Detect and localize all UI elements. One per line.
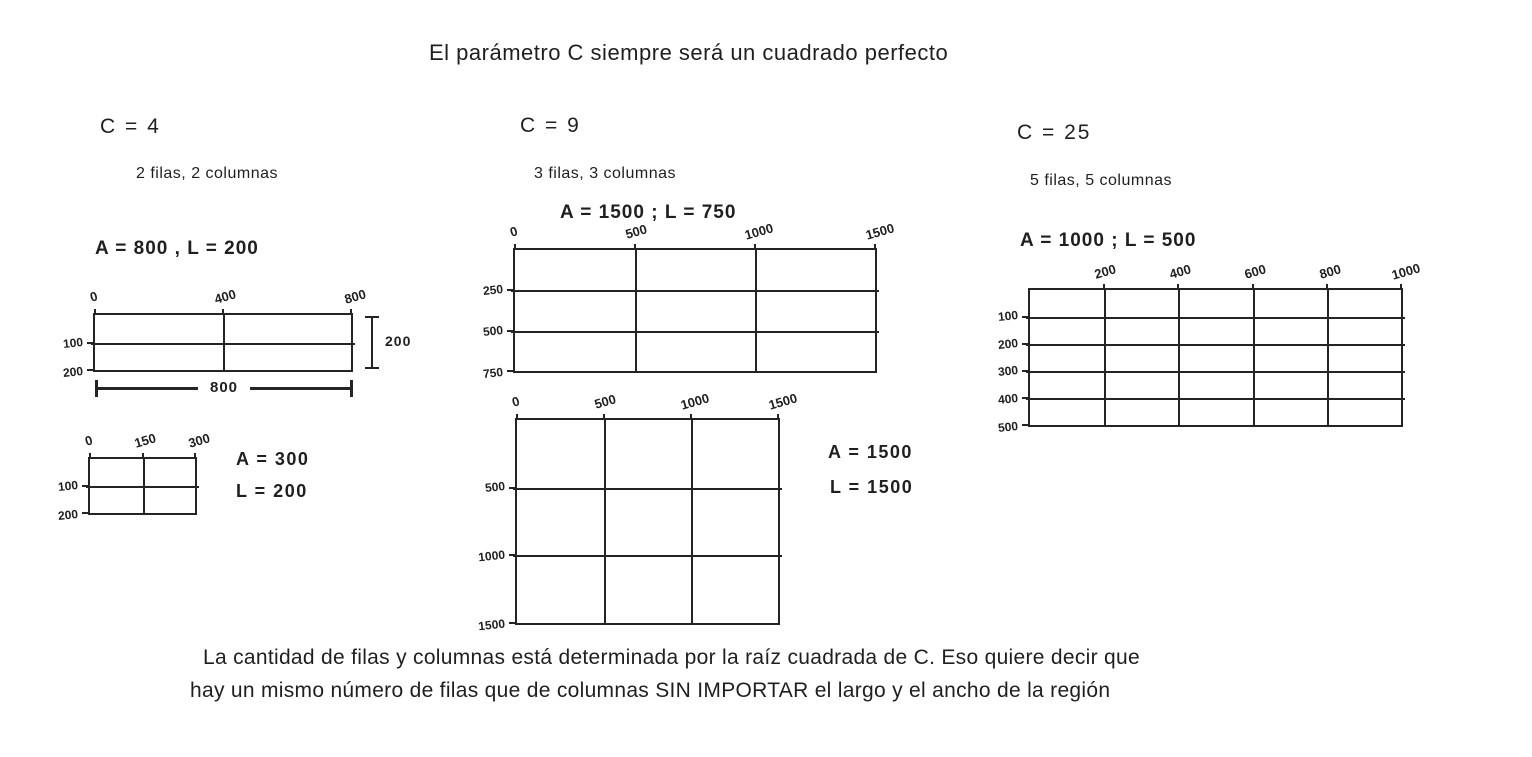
axis-tick-left — [1022, 397, 1030, 399]
grid-c4-small-annotation-a: A = 300 — [236, 449, 310, 469]
axis-label-left: 100 — [62, 334, 84, 351]
axis-label-left: 500 — [482, 323, 504, 340]
section-c4-params: A = 800 , L = 200 — [95, 238, 259, 259]
axis-label-top: 1000 — [678, 390, 711, 413]
axis-label-top: 500 — [623, 221, 649, 242]
grid-row-line — [513, 555, 782, 557]
axis-label-top: 200 — [1092, 261, 1118, 282]
axis-label-left: 100 — [57, 477, 79, 495]
axis-label-left: 500 — [484, 478, 506, 495]
axis-tick-left — [507, 370, 515, 372]
axis-tick-left — [1022, 316, 1030, 318]
axis-tick-left — [87, 369, 95, 371]
axis-label-left: 100 — [997, 307, 1019, 324]
axis-label-left: 200 — [62, 363, 84, 381]
footer-line-2: hay un mismo número de filas que de columnas SIN IMPORTAR el largo y el ancho de la región — [190, 679, 1111, 702]
grid-column-line — [755, 248, 757, 373]
axis-label-top: 600 — [1242, 261, 1268, 282]
axis-tick-top — [1177, 284, 1179, 290]
axis-label-top: 1500 — [863, 220, 896, 243]
axis-label-top: 500 — [592, 391, 618, 412]
grid-c9-square-annotation-a: A = 1500 — [828, 442, 913, 462]
axis-label-top: 800 — [342, 286, 368, 307]
grid-column-line — [691, 418, 693, 625]
axis-tick-top — [194, 453, 196, 459]
axis-tick-left — [509, 622, 517, 624]
axis-tick-left — [507, 330, 515, 332]
grid-column-line — [143, 457, 145, 515]
grid-column-line — [1178, 288, 1180, 427]
grid-box — [515, 418, 780, 625]
axis-tick-left — [509, 487, 517, 489]
section-c4-label: C = 4 — [100, 115, 161, 138]
section-c9-params: A = 1500 ; L = 750 — [560, 202, 737, 223]
section-c25-label: C = 25 — [1017, 121, 1092, 144]
grid-row-line — [513, 488, 782, 490]
axis-tick-top — [1400, 284, 1402, 290]
width-dimension-bracket — [95, 379, 353, 396]
grid-column-line — [635, 248, 637, 373]
grid-row-line — [1026, 371, 1405, 373]
axis-tick-left — [1022, 370, 1030, 372]
axis-label-left: 400 — [997, 391, 1019, 408]
grid-box — [1028, 288, 1403, 427]
axis-label-top: 400 — [1167, 261, 1193, 282]
grid-c9-square — [477, 390, 799, 634]
grid-column-line — [1253, 288, 1255, 427]
axis-label-left: 500 — [997, 418, 1019, 436]
axis-tick-top — [634, 244, 636, 250]
axis-tick-left — [1022, 343, 1030, 345]
grid-row-line — [511, 331, 879, 333]
axis-label-top: 0 — [83, 432, 95, 449]
axis-tick-top — [1103, 284, 1105, 290]
grid-row-line — [511, 290, 879, 292]
axis-label-left: 200 — [997, 335, 1019, 352]
grid-column-line — [604, 418, 606, 625]
grid-c9-wide — [482, 220, 896, 382]
axis-tick-left — [1022, 424, 1030, 426]
axis-label-left: 250 — [482, 281, 504, 298]
axis-label-left: 300 — [997, 363, 1019, 380]
section-c9-dims: 3 filas, 3 columnas — [534, 165, 677, 182]
grid-c25 — [997, 260, 1422, 436]
axis-label-left: 750 — [482, 364, 504, 382]
axis-tick-top — [516, 414, 518, 420]
axis-tick-top — [690, 414, 692, 420]
page-title: El parámetro C siempre será un cuadrado perfecto — [429, 40, 949, 65]
axis-tick-top — [874, 244, 876, 250]
axis-tick-left — [82, 512, 90, 514]
axis-tick-top — [350, 309, 352, 315]
section-c4-dims: 2 filas, 2 columnas — [136, 165, 279, 182]
section-c25-params: A = 1000 ; L = 500 — [1020, 230, 1197, 251]
axis-label-top: 1500 — [766, 390, 799, 413]
grid-c4-small — [57, 430, 212, 524]
axis-label-left: 1500 — [477, 616, 506, 634]
grid-c4-main — [62, 286, 368, 381]
axis-tick-top — [89, 453, 91, 459]
axis-label-top: 400 — [212, 286, 238, 307]
axis-label-left: 1000 — [477, 547, 506, 565]
width-dimension-label: 800 — [198, 379, 250, 396]
grid-row-line — [1026, 317, 1405, 319]
axis-tick-top — [222, 309, 224, 315]
axis-label-top: 0 — [88, 288, 100, 305]
grid-row-line — [1026, 344, 1405, 346]
axis-label-left: 200 — [57, 506, 79, 524]
axis-tick-top — [514, 244, 516, 250]
axis-tick-top — [754, 244, 756, 250]
grid-box — [513, 248, 877, 373]
axis-label-top: 300 — [186, 430, 212, 451]
axis-tick-left — [509, 554, 517, 556]
axis-tick-top — [603, 414, 605, 420]
axis-tick-left — [507, 289, 515, 291]
section-c25-dims: 5 filas, 5 columnas — [1030, 172, 1173, 189]
grid-box — [88, 457, 197, 515]
axis-label-top: 1000 — [742, 220, 775, 243]
axis-tick-top — [142, 453, 144, 459]
grid-column-line — [1104, 288, 1106, 427]
axis-label-top: 1000 — [1389, 260, 1422, 283]
axis-tick-top — [1326, 284, 1328, 290]
axis-tick-top — [1252, 284, 1254, 290]
grid-column-line — [223, 313, 225, 372]
axis-label-top: 800 — [1317, 261, 1343, 282]
height-dimension-label: 200 — [385, 333, 412, 349]
axis-label-top: 0 — [508, 223, 520, 240]
height-dimension-bracket — [371, 316, 373, 369]
axis-tick-left — [82, 485, 90, 487]
footer-line-1: La cantidad de filas y columnas está determinada por la raíz cuadrada de C. Eso quiere decir que — [203, 646, 1140, 669]
section-c9-label: C = 9 — [520, 114, 581, 137]
grid-c9-square-annotation-l: L = 1500 — [830, 477, 914, 497]
grid-box — [93, 313, 353, 372]
axis-tick-top — [94, 309, 96, 315]
axis-tick-left — [87, 342, 95, 344]
grid-c4-small-annotation-l: L = 200 — [236, 481, 308, 501]
axis-label-top: 0 — [510, 393, 522, 410]
grid-column-line — [1327, 288, 1329, 427]
grid-row-line — [1026, 398, 1405, 400]
axis-tick-top — [777, 414, 779, 420]
axis-label-top: 150 — [132, 430, 158, 451]
